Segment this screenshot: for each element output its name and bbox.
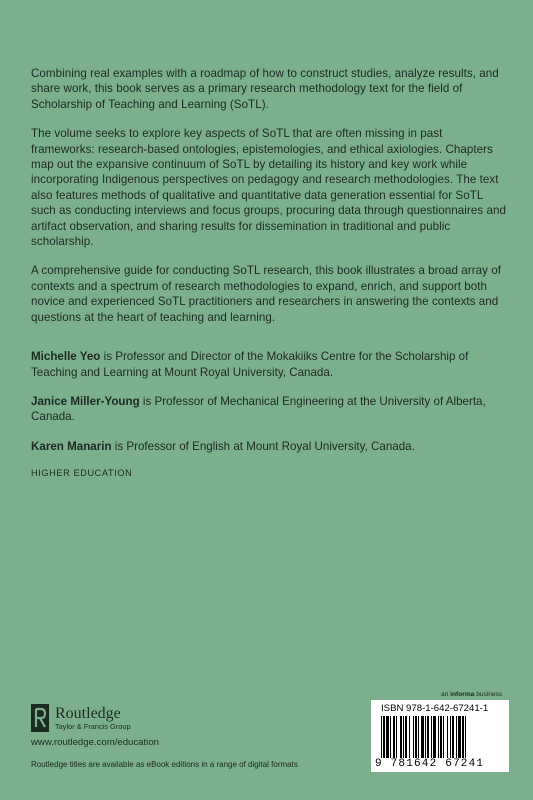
publisher-name: Routledge <box>55 704 121 722</box>
author-name: Janice Miller-Young <box>31 394 140 408</box>
author-description: is Professor of English at Mount Royal University, Canada. <box>111 439 415 453</box>
barcode-number: 9 781642 67241 <box>375 758 485 770</box>
author-name: Karen Manarin <box>31 439 112 453</box>
description-paragraph-1: Combining real examples with a roadmap of how to construct studies, analyze results, and share work, this book serves as a primary research methodology text for the field of Scholarship of Teaching and Learning (SoTL). <box>31 67 499 111</box>
informa-prefix: an <box>441 691 451 698</box>
publisher-url[interactable]: www.routledge.com/education <box>31 737 159 748</box>
author-bio-2 <box>31 394 507 425</box>
description-paragraph-2: The volume seeks to explore key aspects of SoTL that are often missing in past frameworks: research-based ontologies, epistemologies, and ethical axiologies. Chapters map out the expansive continuum of SoTL by detailing its history and key work while incorporating Indigenous perspectives on pedagogy and research methodologies. The text also features methods of qualitative and quantitative data generation essential for SoTL such as conducting interviews and focus groups, procuring data through questionnaires and artifact observation, and sharing results for dissemination in traditional and public scholarship. <box>31 127 506 249</box>
description-paragraph-3: A comprehensive guide for conducting SoTL research, this book illustrates a broad array of contexts and a spectrum of research methodologies to expand, enrich, and support both novice and experienced SoTL practitioners and researchers in answering the contexts and questions at the heart of teaching and learning. <box>31 264 502 324</box>
publisher-block <box>31 704 271 748</box>
publisher-group: Taylor & Francis Group <box>55 721 131 731</box>
back-cover-content <box>31 66 507 478</box>
ebook-note: Routledge titles are available as eBook editions in a range of digital formats <box>31 760 298 769</box>
informa-business <box>441 691 502 698</box>
author-description: is Professor and Director of the Mokakiiks Centre for the Scholarship of Teaching and Learning at Mount Royal University, Canada. <box>31 350 469 379</box>
informa-brand: informa <box>450 691 475 698</box>
author-bio-1 <box>31 349 507 380</box>
informa-suffix: business <box>474 691 503 698</box>
isbn-barcode <box>371 700 509 772</box>
author-description: is Professor of Mechanical Engineering at the University of Alberta, Canada. <box>31 394 486 424</box>
publisher-logo <box>31 704 271 732</box>
author-bio-3 <box>31 439 507 454</box>
subject-category: HIGHER EDUCATION <box>31 468 133 479</box>
author-name: Michelle Yeo <box>31 350 101 364</box>
isbn-label: ISBN 978-1-642-67241-1 <box>381 703 489 714</box>
routledge-logo-icon <box>31 704 49 732</box>
